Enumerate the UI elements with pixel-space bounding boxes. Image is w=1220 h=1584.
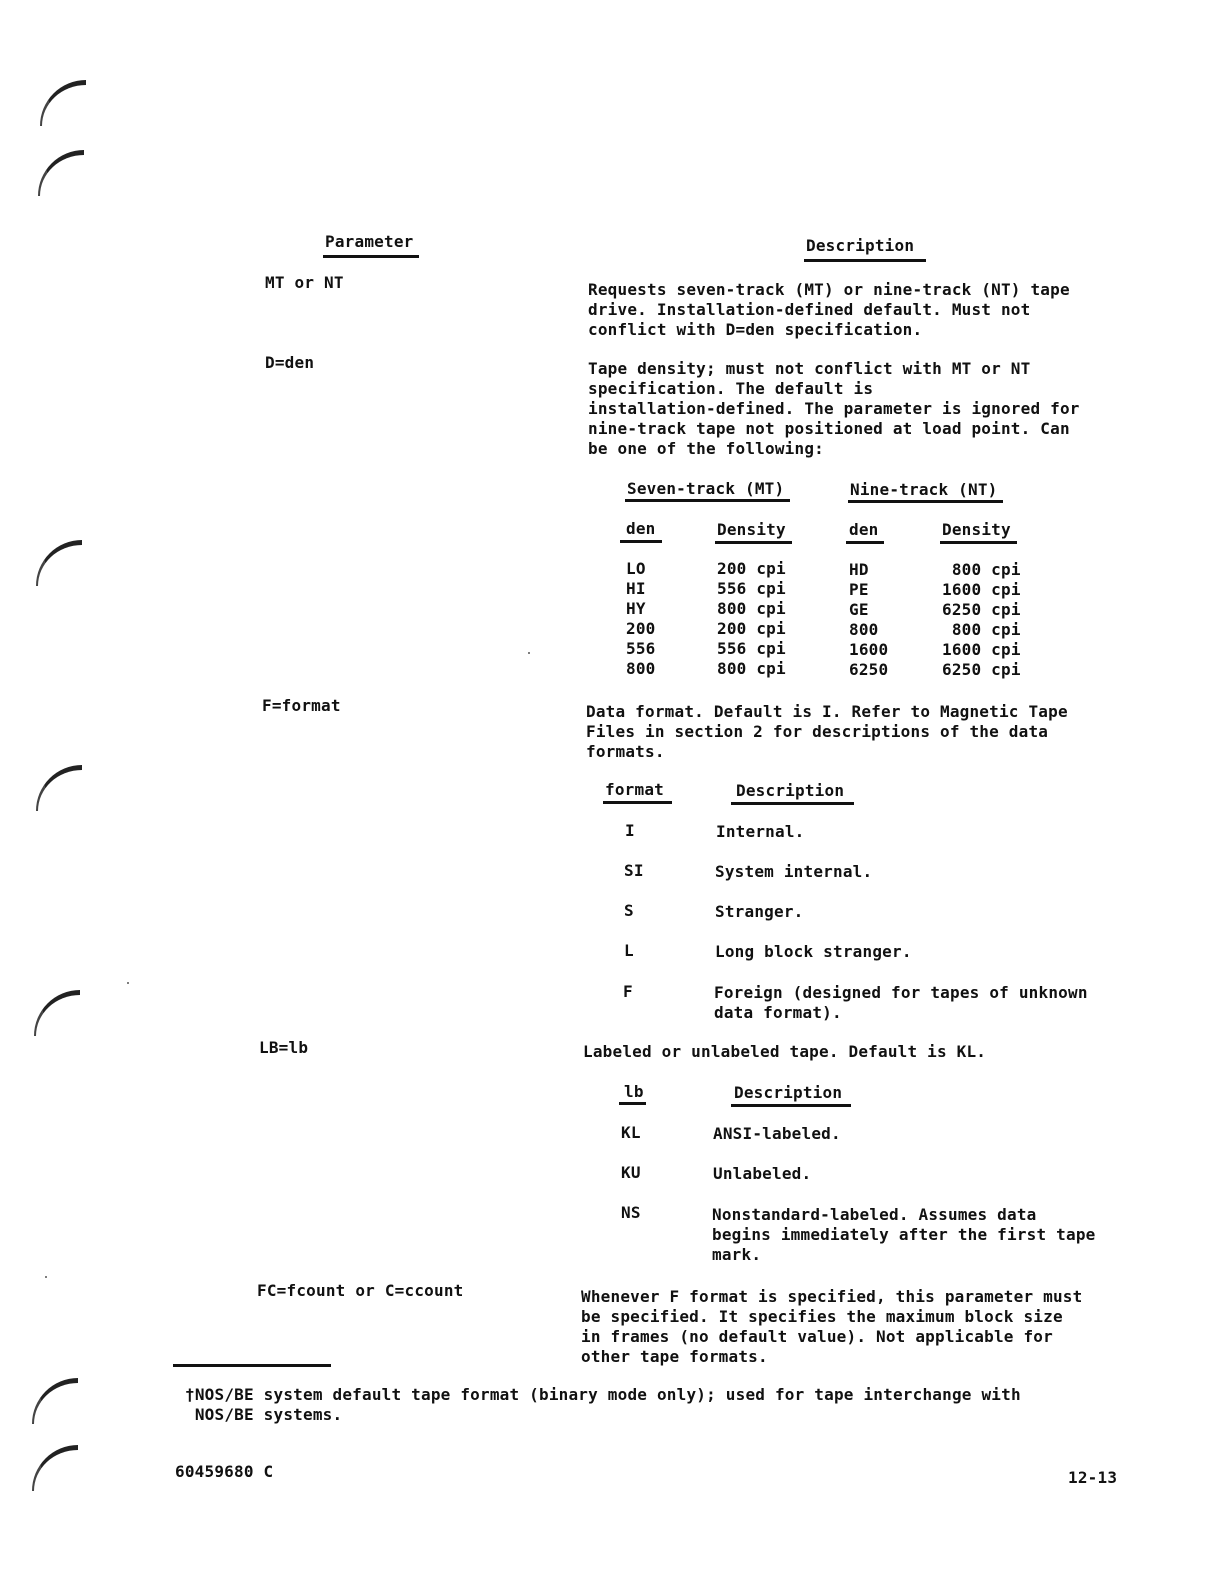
param-name: FC=fcount or C=ccount (257, 1281, 464, 1300)
format-code: S (624, 901, 634, 920)
seven-density: 556 cpi (717, 639, 786, 658)
format-code: SI (624, 861, 644, 880)
seven-den: 200 (626, 619, 656, 638)
param-desc: Requests seven-track (MT) or nine-track (NT) tape drive. Installation-defined default. Must not conflict with D=den specification. (588, 280, 1070, 339)
col-density-underline (715, 541, 792, 544)
param-name: LB=lb (259, 1038, 309, 1057)
speck (127, 982, 129, 984)
lb-code: KL (621, 1123, 641, 1142)
nine-den: 1600 (849, 640, 889, 659)
col-density: Density (942, 520, 1011, 539)
col-format-description-underline (731, 802, 854, 805)
col-lb-description: Description (734, 1083, 843, 1102)
seven-density: 200 cpi (717, 619, 786, 638)
format-desc: Stranger. (715, 902, 804, 921)
format-desc: Internal. (716, 822, 805, 841)
nine-track-underline (848, 500, 1003, 503)
speck (45, 1276, 47, 1278)
lb-code: NS (621, 1203, 641, 1222)
nine-density: 1600 cpi (942, 640, 1021, 659)
nine-den: HD (849, 560, 869, 579)
parameter-header-underline (323, 255, 419, 258)
binder-hole-mark (40, 80, 86, 126)
col-den: den (626, 519, 656, 538)
param-desc: Labeled or unlabeled tape. Default is KL. (583, 1042, 987, 1061)
description-header-underline (804, 259, 926, 262)
binder-hole-mark (32, 1378, 78, 1424)
col-lb-description-underline (731, 1104, 851, 1107)
col-density: Density (717, 520, 786, 539)
nine-track-title: Nine-track (NT) (850, 480, 998, 499)
seven-den: 556 (626, 639, 656, 658)
lb-code: KU (621, 1163, 641, 1182)
param-name: F=format (262, 696, 341, 715)
nine-den: 6250 (849, 660, 889, 679)
col-lb: lb (624, 1082, 644, 1101)
nine-den: 800 (849, 620, 879, 639)
seven-density: 556 cpi (717, 579, 786, 598)
nine-den: GE (849, 600, 869, 619)
param-name: D=den (265, 353, 315, 372)
binder-hole-mark (32, 1445, 78, 1491)
document-number: 60459680 C (175, 1462, 274, 1481)
col-den-underline (620, 540, 662, 543)
seven-density: 200 cpi (717, 559, 786, 578)
col-density-underline (940, 541, 1017, 544)
footnote-rule (173, 1364, 331, 1367)
speck (528, 652, 530, 654)
nine-density: 6250 cpi (942, 600, 1021, 619)
binder-hole-mark (38, 150, 84, 196)
nine-density: 1600 cpi (942, 580, 1021, 599)
param-desc: Tape density; must not conflict with MT or NT specification. The default is installation-defined. The parameter is ignored for nine-track tape not positioned at load point. Can be one of the following: (588, 359, 1080, 458)
param-name: MT or NT (265, 273, 344, 292)
binder-hole-mark (36, 540, 82, 586)
seven-den: LO (626, 559, 646, 578)
param-desc: Data format. Default is I. Refer to Magnetic Tape Files in section 2 for descriptions of the data formats. (586, 702, 1068, 761)
description-header: Description (806, 236, 915, 255)
nine-density: 6250 cpi (942, 660, 1021, 679)
lb-desc: Unlabeled. (713, 1164, 812, 1183)
nine-density: 800 cpi (942, 560, 1021, 579)
param-desc: Whenever F format is specified, this parameter must be specified. It specifies the maximum block size in frames (no default value). Not applicable for other tape formats. (581, 1287, 1083, 1366)
format-code: F (623, 982, 633, 1001)
lb-desc: Nonstandard-labeled. Assumes data begins immediately after the first tape mark. (712, 1205, 1096, 1264)
col-format-underline (603, 801, 672, 804)
page-number: 12-13 (1068, 1468, 1118, 1487)
seven-density: 800 cpi (717, 659, 786, 678)
seven-track-title: Seven-track (MT) (627, 479, 785, 498)
col-den: den (849, 520, 879, 539)
format-code: I (625, 821, 635, 840)
format-code: L (624, 941, 634, 960)
seven-density: 800 cpi (717, 599, 786, 618)
seven-den: 800 (626, 659, 656, 678)
col-den-underline (846, 541, 884, 544)
format-desc: Foreign (designed for tapes of unknown data format). (714, 983, 1088, 1022)
format-desc: System internal. (715, 862, 873, 881)
binder-hole-mark (36, 765, 82, 811)
col-format-description: Description (736, 781, 845, 800)
nine-density: 800 cpi (942, 620, 1021, 639)
seven-den: HI (626, 579, 646, 598)
binder-hole-mark (34, 990, 80, 1036)
col-lb-underline (619, 1102, 646, 1105)
parameter-header: Parameter (325, 232, 414, 251)
nine-den: PE (849, 580, 869, 599)
lb-desc: ANSI-labeled. (713, 1124, 841, 1143)
format-desc: Long block stranger. (715, 942, 912, 961)
footnote: †NOS/BE system default tape format (binary mode only); used for tape interchange with NOS/BE systems. (185, 1385, 1021, 1424)
seven-den: HY (626, 599, 646, 618)
col-format: format (605, 780, 664, 799)
seven-track-underline (625, 499, 790, 502)
